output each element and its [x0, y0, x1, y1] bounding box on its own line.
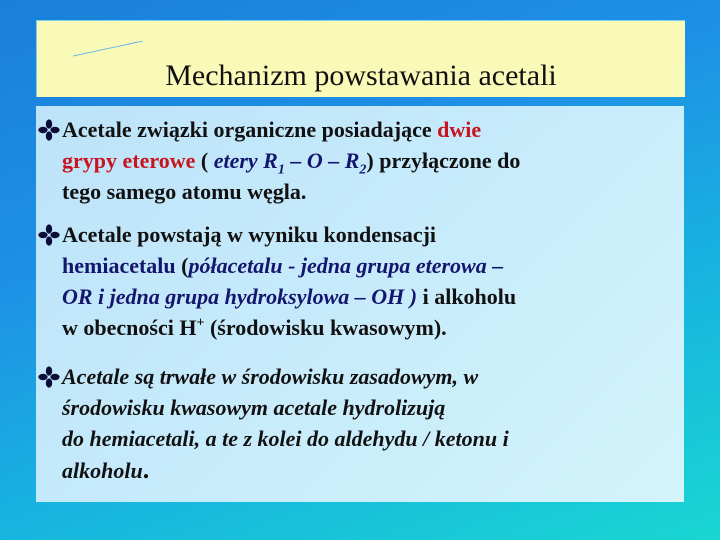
diamond-bullet-icon	[38, 119, 60, 141]
content-box	[36, 106, 684, 502]
paragraph-1	[62, 114, 672, 207]
p2-text-g: w obecności H+	[62, 315, 205, 340]
p2-italic-d: półacetalu - jedna grupa eterowa –	[188, 253, 504, 278]
p2-text-f: i alkoholu	[417, 284, 517, 309]
p3-text-d: alkoholu	[62, 458, 143, 483]
p2-highlight-hemiacetalu: hemiacetalu	[62, 253, 176, 278]
p3-text-a: Acetale są trwałe w środowisku zasadowym, w	[62, 364, 479, 389]
p1-formula: etery $R_1$ – O – $R_2$	[213, 148, 367, 178]
paragraph-3	[62, 361, 672, 486]
p3-text-c: do hemiacetali, a te z kolei do aldehydu / ketonu i	[62, 426, 509, 451]
p1-text-g: ) przyłączone do	[366, 148, 521, 173]
diamond-bullet-icon	[38, 366, 60, 388]
p2-text-c: (	[175, 253, 189, 278]
title-box	[36, 20, 685, 97]
page-title: Mechanizm powstawania acetali	[165, 59, 557, 92]
p3-text-b: środowisku kwasowym acetale hydrolizują	[62, 395, 446, 420]
p1-highlight-grupy: grypy eterowe	[62, 148, 196, 173]
p1-highlight-dwie: dwie	[437, 117, 482, 142]
p2-text-a: Acetale powstają w wyniku kondensacji	[62, 222, 437, 247]
p2-italic-e: OR i jedna grupa hydroksylowa – OH )	[62, 284, 418, 309]
p3-period: .	[142, 455, 150, 484]
title-decoration-line	[73, 41, 173, 61]
p1-text-h: tego samego atomu węgla.	[62, 179, 307, 204]
diamond-bullet-icon	[38, 224, 60, 246]
paragraph-2	[62, 219, 672, 343]
p2-text-h: (środowisku kwasowym).	[204, 315, 447, 340]
p1-text-a: Acetale związki organiczne posiadające	[62, 117, 438, 142]
p1-text-d: (	[195, 148, 214, 173]
